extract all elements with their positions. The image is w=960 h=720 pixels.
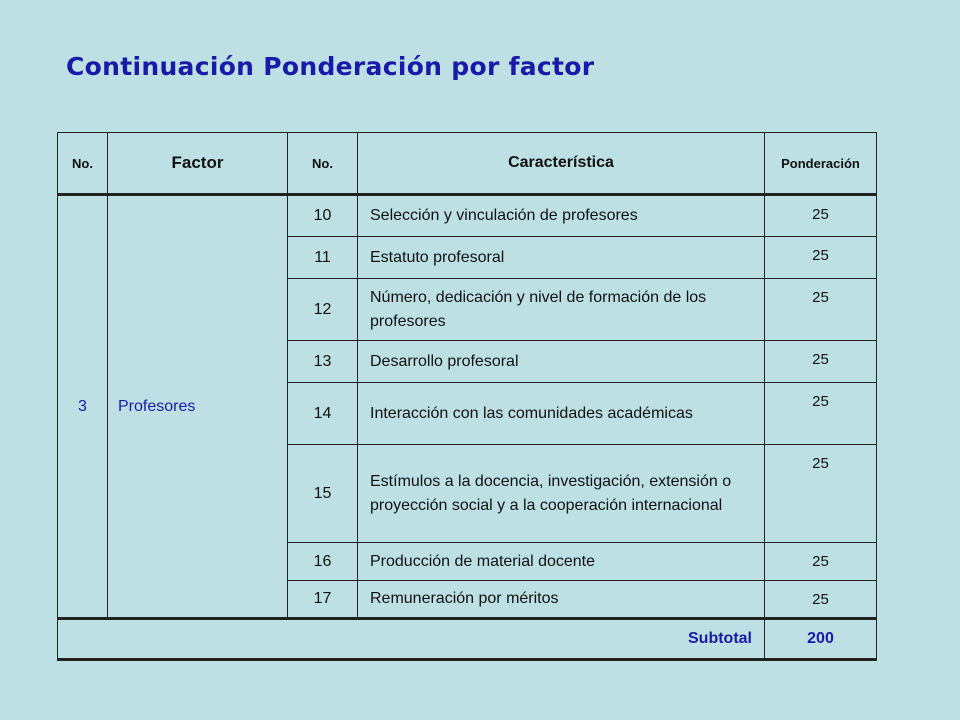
- table-header-row: [58, 133, 877, 195]
- header-characteristic: Característica: [358, 133, 765, 195]
- char-description: Selección y vinculación de profesores: [358, 195, 765, 237]
- char-description: Producción de material docente: [358, 543, 765, 581]
- header-weight: Ponderación: [765, 133, 877, 195]
- char-number: 14: [288, 383, 358, 445]
- page-title: Continuación Ponderación por factor: [66, 52, 595, 81]
- char-description: Interacción con las comunidades académicas: [358, 383, 765, 445]
- char-weight: 25: [765, 543, 877, 581]
- char-description: Estatuto profesoral: [358, 237, 765, 279]
- header-factor: Factor: [108, 133, 288, 195]
- char-weight: 25: [765, 581, 877, 619]
- subtotal-label: Subtotal: [58, 619, 765, 660]
- char-description: Remuneración por méritos: [358, 581, 765, 619]
- char-number: 15: [288, 445, 358, 543]
- header-char-no: No.: [288, 133, 358, 195]
- factor-number: 3: [58, 195, 108, 619]
- char-weight: 25: [765, 445, 877, 543]
- char-number: 10: [288, 195, 358, 237]
- char-weight: 25: [765, 237, 877, 279]
- char-number: 17: [288, 581, 358, 619]
- char-number: 11: [288, 237, 358, 279]
- header-no: No.: [58, 133, 108, 195]
- subtotal-value: 200: [765, 619, 877, 660]
- char-number: 16: [288, 543, 358, 581]
- subtotal-row: [58, 619, 877, 660]
- char-description: Número, dedicación y nivel de formación de los profesores: [358, 279, 765, 341]
- char-number: 13: [288, 341, 358, 383]
- char-weight: 25: [765, 195, 877, 237]
- char-weight: 25: [765, 383, 877, 445]
- char-weight: 25: [765, 341, 877, 383]
- table-row: [58, 195, 877, 237]
- char-description: Desarrollo profesoral: [358, 341, 765, 383]
- factor-name: Profesores: [108, 195, 288, 619]
- char-weight: 25: [765, 279, 877, 341]
- char-description: Estímulos a la docencia, investigación, extensión o proyección social y a la cooperación internacional: [358, 445, 765, 543]
- weighting-table: [57, 132, 877, 661]
- char-number: 12: [288, 279, 358, 341]
